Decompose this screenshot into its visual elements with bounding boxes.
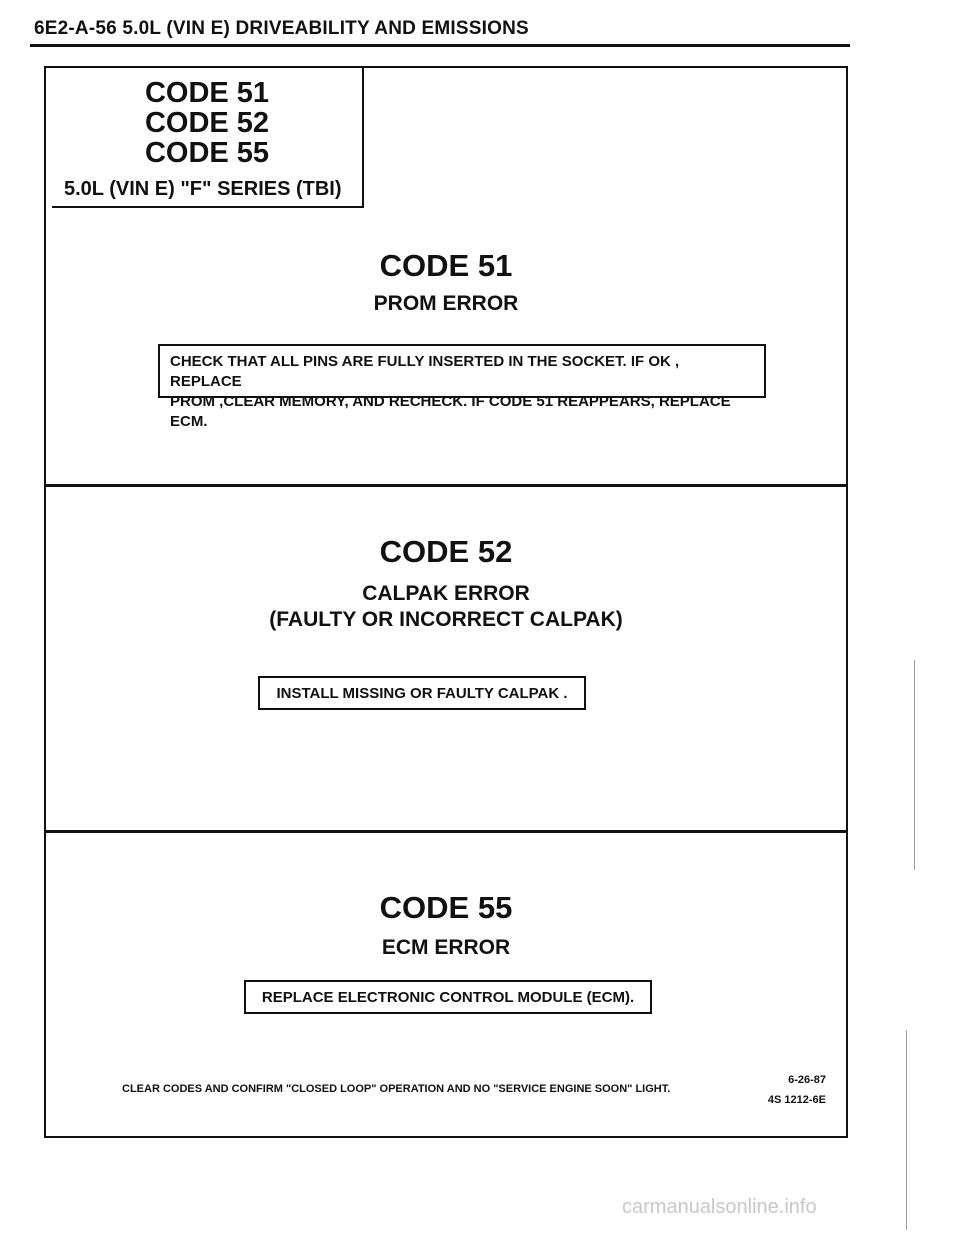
figure-reference [766,1070,826,1110]
code-index-box [52,68,364,208]
watermark-text: carmanualsonline.info [622,1196,817,1218]
section-code-55-instruction-box [244,980,652,1014]
section-code-52-subtitle: CALPAK ERROR [362,582,530,605]
section-code-55-subtitle: ECM ERROR [381,936,511,959]
section-code-51-title: CODE 51 [379,248,513,283]
section-code-52-instruction-box [258,676,586,710]
code-index-item-51: CODE 51 [144,77,270,109]
margin-mark [906,1030,907,1230]
header-rule [30,44,850,47]
section-code-55-title: CODE 55 [379,890,513,925]
code-index-item-52: CODE 52 [144,107,270,139]
diagnostic-chart-frame [44,66,848,1138]
section-code-55-instruction: REPLACE ELECTRONIC CONTROL MODULE (ECM). [261,988,635,1006]
section-code-51-subtitle: PROM ERROR [373,292,519,315]
section-divider [46,830,846,833]
page-header-title: 6E2-A-56 5.0L (VIN E) DRIVEABILITY AND EMISSIONS [34,18,529,39]
code-index-item-55: CODE 55 [144,137,270,169]
section-code-51-instruction-box [158,344,766,430]
section-code-51-instruction-line: CHECK THAT ALL PINS ARE FULLY INSERTED IN THE SOCKET. IF OK , REPLACE [170,353,680,390]
section-code-52-note: (FAULTY OR INCORRECT CALPAK) [269,608,623,631]
footer-clear-codes-note: CLEAR CODES AND CONFIRM "CLOSED LOOP" OPERATION AND NO "SERVICE ENGINE SOON" LIGHT. [122,1083,671,1095]
figure-date: 6-26-87 [788,1074,826,1086]
section-code-51-instruction-line: PROM ,CLEAR MEMORY, AND RECHECK. IF CODE 51 REAPPEARS, REPLACE ECM. [170,393,731,430]
code-index-series: 5.0L (VIN E) "F" SERIES (TBI) [64,178,342,200]
section-code-52-title: CODE 52 [379,534,513,569]
margin-mark [914,660,915,870]
section-divider [46,484,846,487]
section-code-52-instruction: INSTALL MISSING OR FAULTY CALPAK . [276,684,568,702]
figure-id: 4S 1212-6E [767,1094,826,1106]
